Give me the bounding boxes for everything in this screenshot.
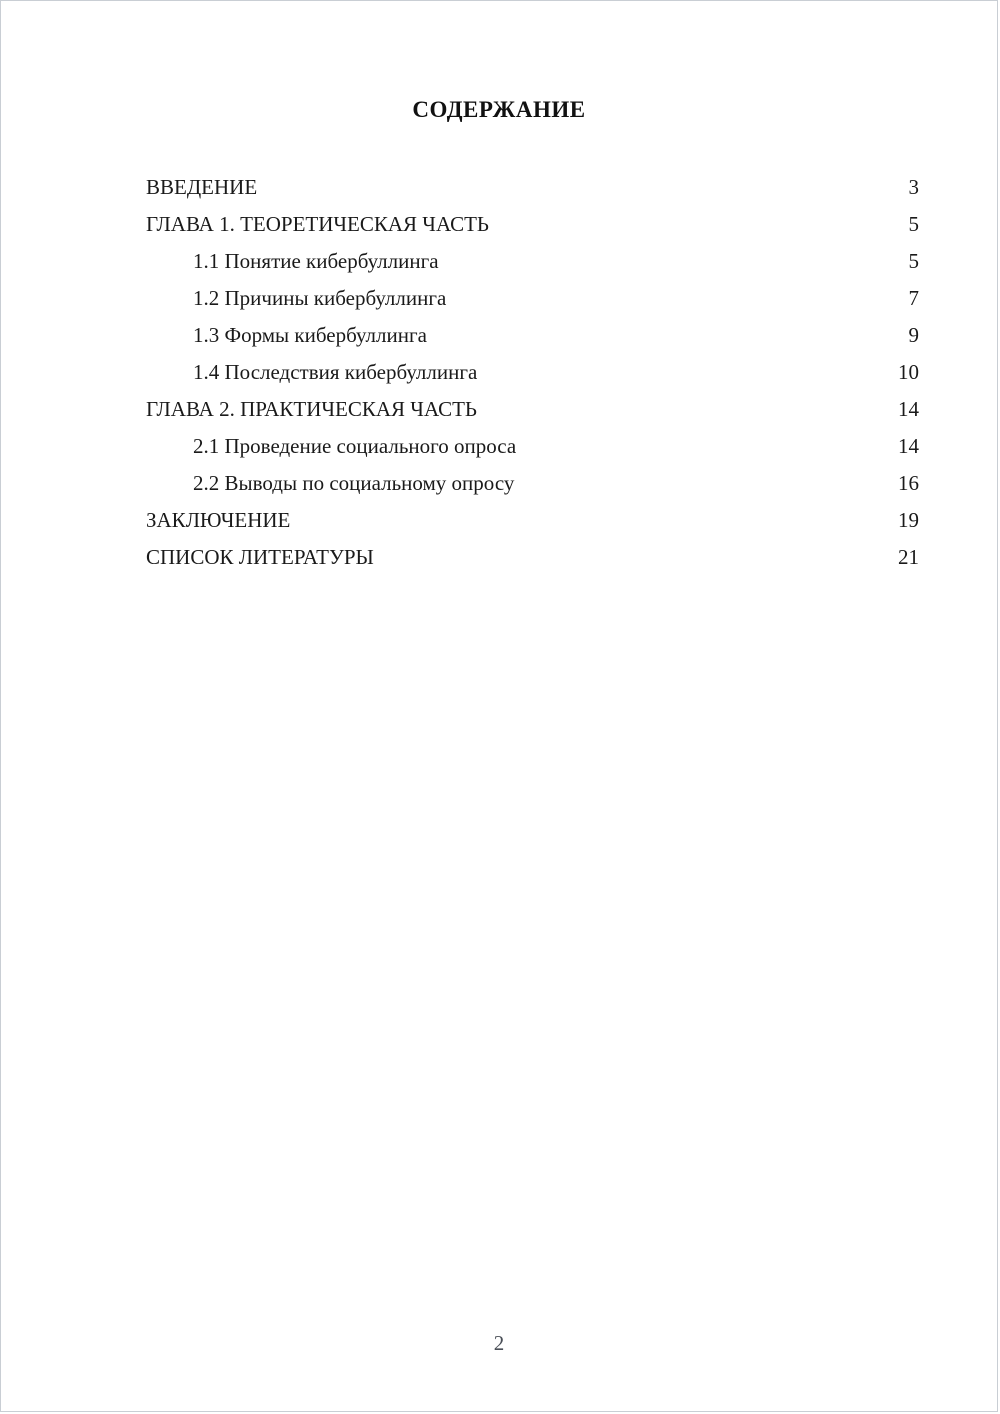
toc-entry-page: 19 (898, 508, 919, 532)
toc-entry (146, 280, 919, 317)
toc-entry-label: 2.2 Выводы по социальному опросу (193, 471, 515, 495)
toc-entry (146, 243, 919, 280)
toc-entry (146, 354, 919, 391)
toc-entry-page: 7 (908, 286, 919, 310)
toc-entry-page: 3 (908, 175, 919, 199)
toc-entry (146, 539, 919, 576)
toc-entry-label: ВВЕДЕНИЕ (146, 175, 258, 199)
toc-entry-label: ГЛАВА 2. ПРАКТИЧЕСКАЯ ЧАСТЬ (146, 397, 477, 421)
table-of-contents (146, 169, 919, 576)
toc-entry-label: 2.1 Проведение социального опроса (193, 434, 517, 458)
toc-entry (146, 317, 919, 354)
toc-entry (146, 391, 919, 428)
toc-entry-label: 1.2 Причины кибербуллинга (193, 286, 447, 310)
toc-entry-label: ГЛАВА 1. ТЕОРЕТИЧЕСКАЯ ЧАСТЬ (146, 212, 489, 236)
toc-entry-page: 5 (908, 249, 919, 273)
toc-entry (146, 502, 919, 539)
toc-entry-label: 1.3 Формы кибербуллинга (193, 323, 427, 347)
toc-entry (146, 428, 919, 465)
toc-entry-page: 14 (898, 397, 919, 421)
toc-entry-page: 10 (898, 360, 919, 384)
toc-entry (146, 169, 919, 206)
toc-entry-label: 1.4 Последствия кибербуллинга (193, 360, 478, 384)
toc-entry-page: 14 (898, 434, 919, 458)
page-number: 2 (493, 1331, 505, 1355)
toc-entry-page: 9 (908, 323, 919, 347)
toc-entry (146, 206, 919, 243)
toc-entry-page: 21 (898, 545, 919, 569)
toc-entry-page: 16 (898, 471, 919, 495)
page-title: СОДЕРЖАНИЕ (412, 97, 586, 122)
toc-entry-label: ЗАКЛЮЧЕНИЕ (146, 508, 291, 532)
toc-entry-page: 5 (908, 212, 919, 236)
toc-entry-label: 1.1 Понятие кибербуллинга (193, 249, 439, 273)
toc-entry-label: СПИСОК ЛИТЕРАТУРЫ (146, 545, 374, 569)
toc-entry (146, 465, 919, 502)
